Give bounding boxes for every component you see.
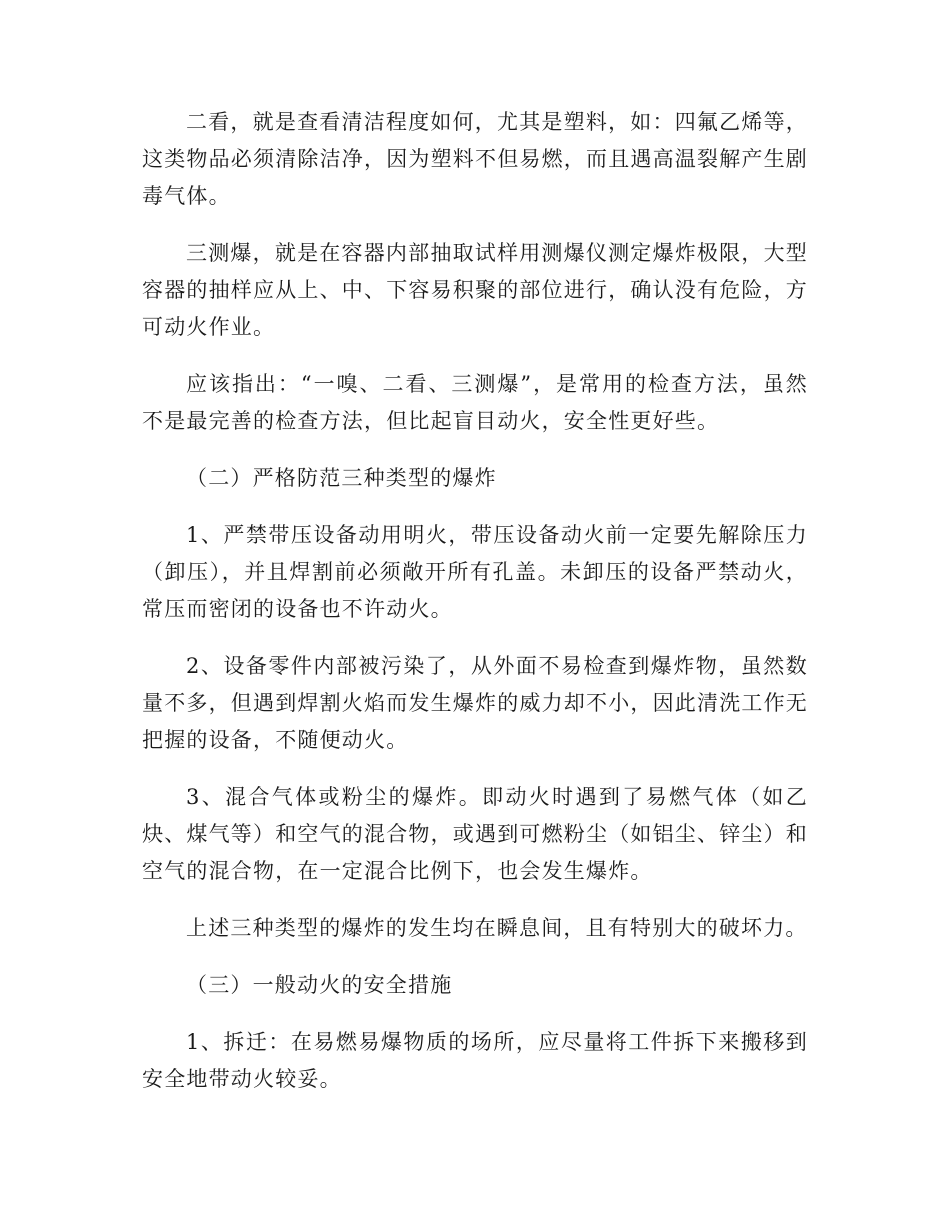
paragraph-item-1: 1、严禁带压设备动用明火，带压设备动火前一定要先解除压力（卸压），并且焊割前必须敞开所有孔盖。未卸压的设备严禁动火，常压而密闭的设备也不许动火。 bbox=[142, 523, 808, 621]
paragraph-third-test: 三测爆，就是在容器内部抽取试样用测爆仪测定爆炸极限，大型容器的抽样应从上、中、下容易积聚的部位进行，确认没有危险，方可动火作业。 bbox=[142, 241, 808, 339]
paragraph-item-3: 3、混合气体或粉尘的爆炸。即动火时遇到了易燃气体（如乙炔、煤气等）和空气的混合物，或遇到可燃粉尘（如铝尘、锌尘）和空气的混合物，在一定混合比例下，也会发生爆炸。 bbox=[142, 785, 808, 883]
paragraph-relocate: 1、拆迁：在易燃易爆物质的场所，应尽量将工件拆下来搬移到安全地带动火较妥。 bbox=[142, 1030, 808, 1091]
paragraph-summary: 上述三种类型的爆炸的发生均在瞬息间，且有特别大的破坏力。 bbox=[186, 916, 808, 940]
section-heading-3: （三）一般动火的安全措施 bbox=[186, 973, 453, 997]
paragraph-second-look: 二看，就是查看清洁程度如何，尤其是塑料，如：四氟乙烯等，这类物品必须清除洁净，因为塑料不但易燃，而且遇高温裂解产生剧毒气体。 bbox=[142, 110, 808, 208]
section-heading-2: （二）严格防范三种类型的爆炸 bbox=[186, 466, 497, 490]
paragraph-item-2: 2、设备零件内部被污染了，从外面不易检查到爆炸物，虽然数量不多，但遇到焊割火焰而发生爆炸的威力却不小，因此清洗工作无把握的设备，不随便动火。 bbox=[142, 654, 808, 752]
paragraph-note: 应该指出：“一嗅、二看、三测爆”，是常用的检查方法，虽然不是最完善的检查方法，但比起盲目动火，安全性更好些。 bbox=[142, 372, 808, 433]
document-page bbox=[142, 104, 808, 1118]
